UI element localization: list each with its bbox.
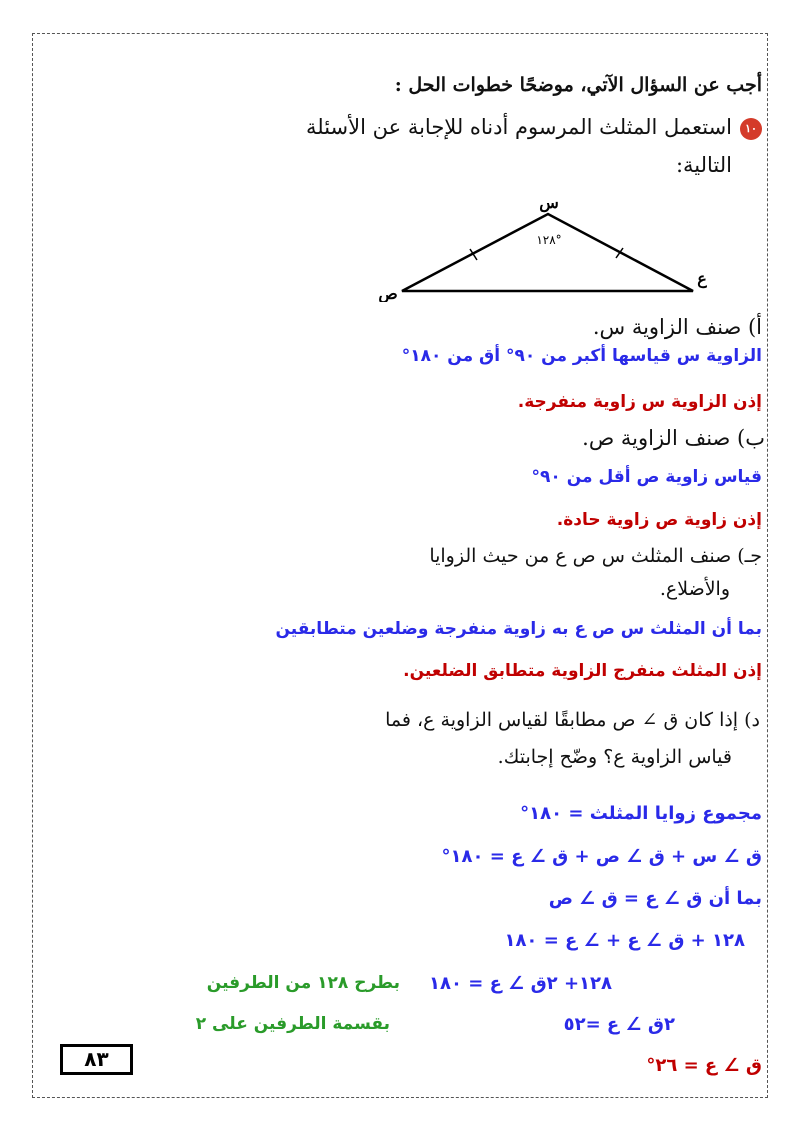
part-d-step-4: ١٢٨ + ق ∠ ع + ∠ ع = ١٨٠ xyxy=(504,930,745,951)
question-text-1: استعمل المثلث المرسوم أدناه للإجابة عن الأسئلة xyxy=(306,115,732,139)
part-a-answer-1: الزاوية س قياسها أكبر من ٩٠° أق من ١٨٠° xyxy=(401,346,762,366)
part-a-prompt: أ) صنف الزاوية س. xyxy=(592,315,762,339)
part-d-step-1: مجموع زوايا المثلث = ١٨٠° xyxy=(520,803,762,824)
angle-label: °١٢٨ xyxy=(536,233,562,247)
instructions-heading: أجب عن السؤال الآتي، موضحًا خطوات الحل : xyxy=(394,74,762,96)
part-d-prompt-2: قياس الزاوية ع؟ وضّح إجابتك. xyxy=(497,746,732,768)
part-c-answer-1: بما أن المثلث س ص ع به زاوية منفرجة وضلعين متطابقين xyxy=(275,619,762,639)
page-number-box: ٨٣ xyxy=(60,1044,133,1075)
part-d-step-6: ٢ق ∠ ع =٥٢ xyxy=(563,1014,675,1035)
part-b-answer-1: قياس زاوية ص أقل من ٩٠° xyxy=(531,467,762,487)
question-number-badge: ١٠ xyxy=(740,118,762,140)
vertex-label-ain: ع xyxy=(697,269,707,288)
vertex-label-s: س xyxy=(539,193,559,212)
part-c-answer-2: إذن المثلث منفرج الزاوية متطابق الضلعين. xyxy=(403,661,762,681)
triangle-figure xyxy=(370,192,720,302)
part-b-answer-2: إذن زاوية ص زاوية حادة. xyxy=(556,510,762,530)
part-d-step-6-note: بقسمة الطرفين على ٢ xyxy=(195,1014,390,1034)
triangle-shape xyxy=(402,214,693,291)
part-c-prompt-2: والأضلاع. xyxy=(659,578,730,600)
part-d-step-5-note: بطرح ١٢٨ من الطرفين xyxy=(206,973,400,993)
vertex-label-sad: ص xyxy=(378,284,398,302)
question-line-1 xyxy=(306,117,762,140)
part-a-answer-2: إذن الزاوية س زاوية منفرجة. xyxy=(517,392,762,412)
part-d-step-5: ١٢٨+ ٢ق ∠ ع = ١٨٠ xyxy=(429,973,612,994)
part-d-prompt-1: د) إذا كان ق ∠ ص مطابقًا لقياس الزاوية ع، فما xyxy=(385,709,760,731)
part-d-step-2: ق ∠ س + ق ∠ ص + ق ∠ ع = ١٨٠° xyxy=(441,846,762,867)
part-b-prompt: ب) صنف الزاوية ص. xyxy=(582,426,765,450)
part-d-step-3: بما أن ق ∠ ع = ق ∠ ص xyxy=(548,888,762,909)
question-line-2: التالية: xyxy=(675,153,732,177)
part-d-step-7: ق ∠ ع = ٢٦° xyxy=(646,1055,762,1076)
part-c-prompt-1: جـ) صنف المثلث س ص ع من حيث الزوايا xyxy=(429,545,762,567)
